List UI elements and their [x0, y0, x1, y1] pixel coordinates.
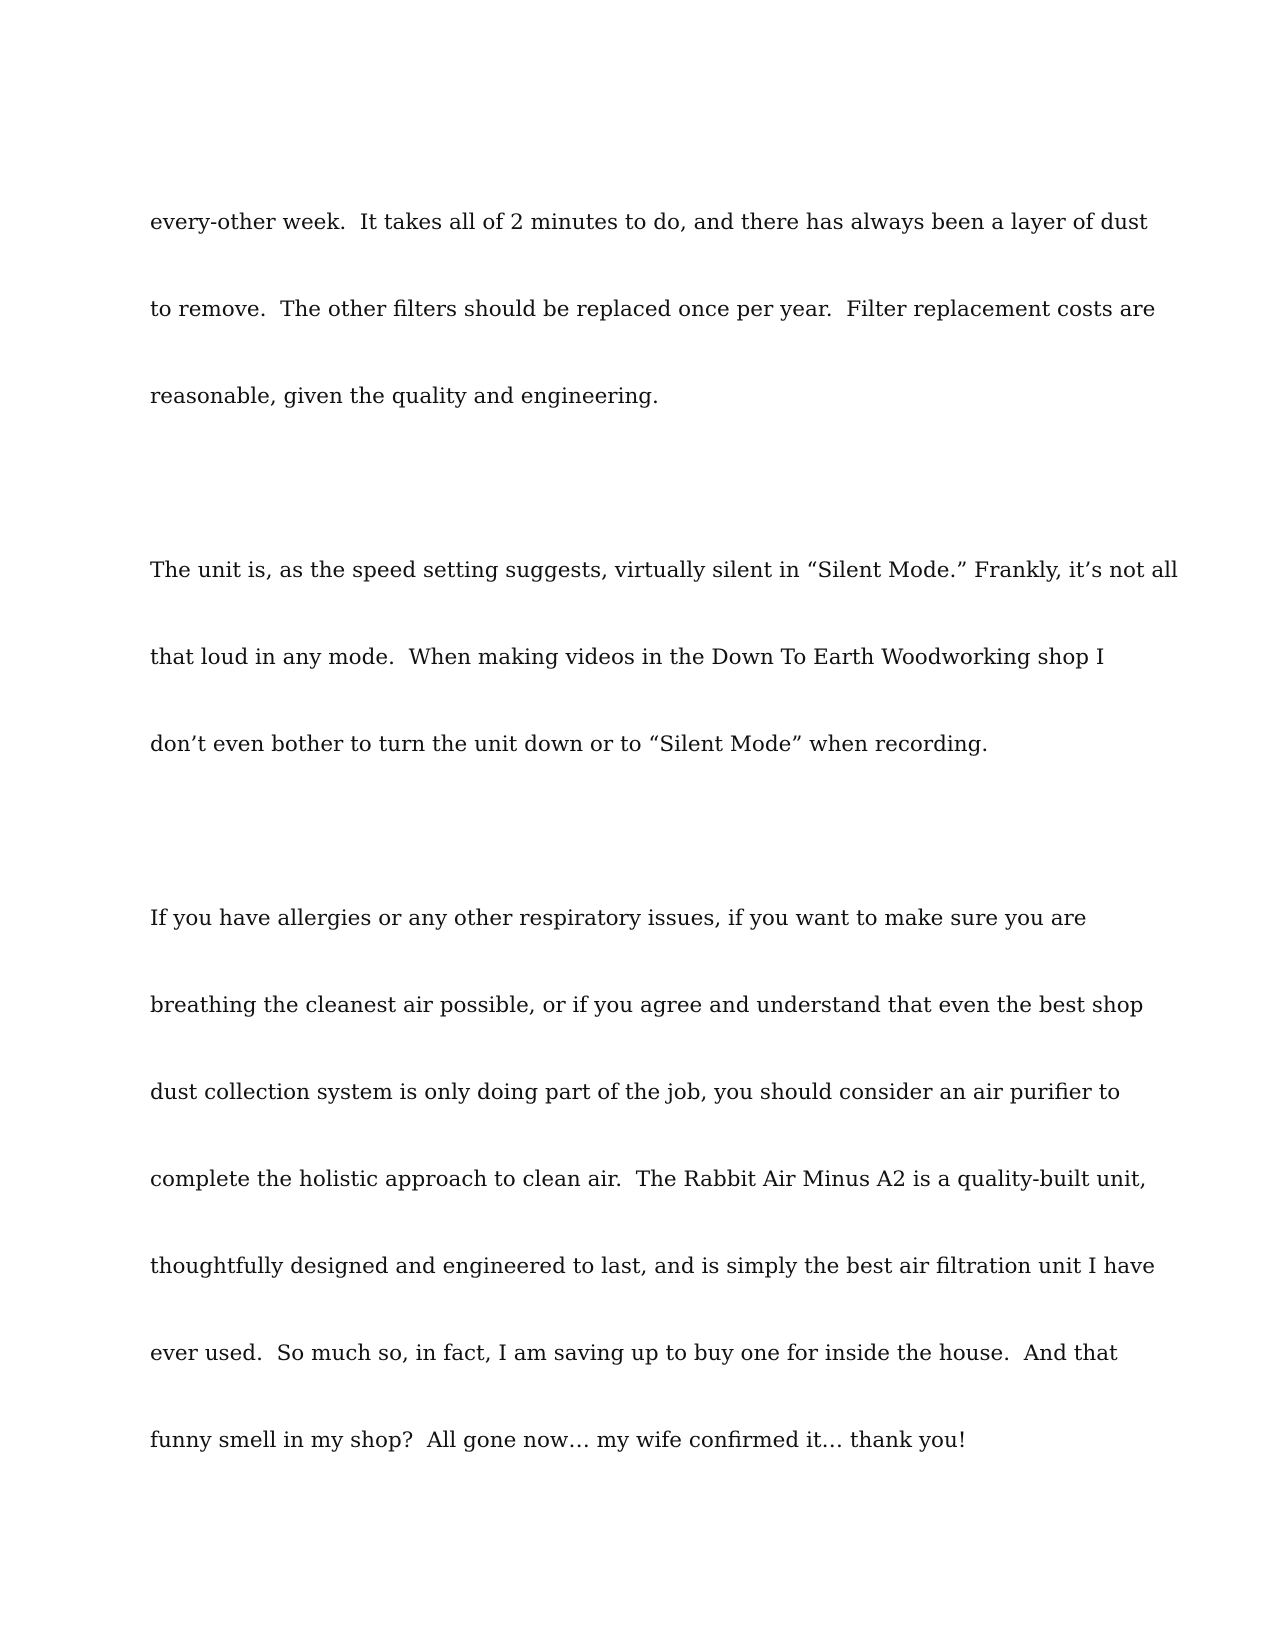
text-line: If you have allergies or any other respiratory issues, if you want to make sure you are: [150, 906, 1087, 931]
document-body: [150, 150, 1178, 1542]
text-line: thoughtfully designed and engineered to last, and is simply the best air filtration unit I have: [150, 1254, 1155, 1279]
text-line: to remove. The other filters should be replaced once per year. Filter replacement costs are: [150, 297, 1156, 322]
paragraph-conclusion: [150, 846, 1155, 1513]
text-line: that loud in any mode. When making videos in the Down To Earth Woodworking shop I: [150, 645, 1105, 670]
text-line: breathing the cleanest air possible, or if you agree and understand that even the best shop: [150, 993, 1144, 1018]
text-line: every-other week. It takes all of 2 minutes to do, and there has always been a layer of dust: [150, 210, 1148, 235]
text-line: ever used. So much so, in fact, I am saving up to buy one for inside the house. And that: [150, 1341, 1118, 1366]
text-line: The unit is, as the speed setting suggests, virtually silent in “Silent Mode.” Frankly, it’s not all: [150, 558, 1178, 583]
text-line: reasonable, given the quality and engineering.: [150, 384, 659, 409]
paragraph-noise-level: [150, 498, 1178, 817]
paragraph-filter-maintenance: [150, 150, 1156, 469]
text-line: funny smell in my shop? All gone now… my wife confirmed it… thank you!: [150, 1428, 967, 1453]
text-line: dust collection system is only doing part of the job, you should consider an air purifier to: [150, 1080, 1121, 1105]
text-line: complete the holistic approach to clean air. The Rabbit Air Minus A2 is a quality-built unit,: [150, 1167, 1147, 1192]
text-line: don’t even bother to turn the unit down or to “Silent Mode” when recording.: [150, 732, 989, 757]
